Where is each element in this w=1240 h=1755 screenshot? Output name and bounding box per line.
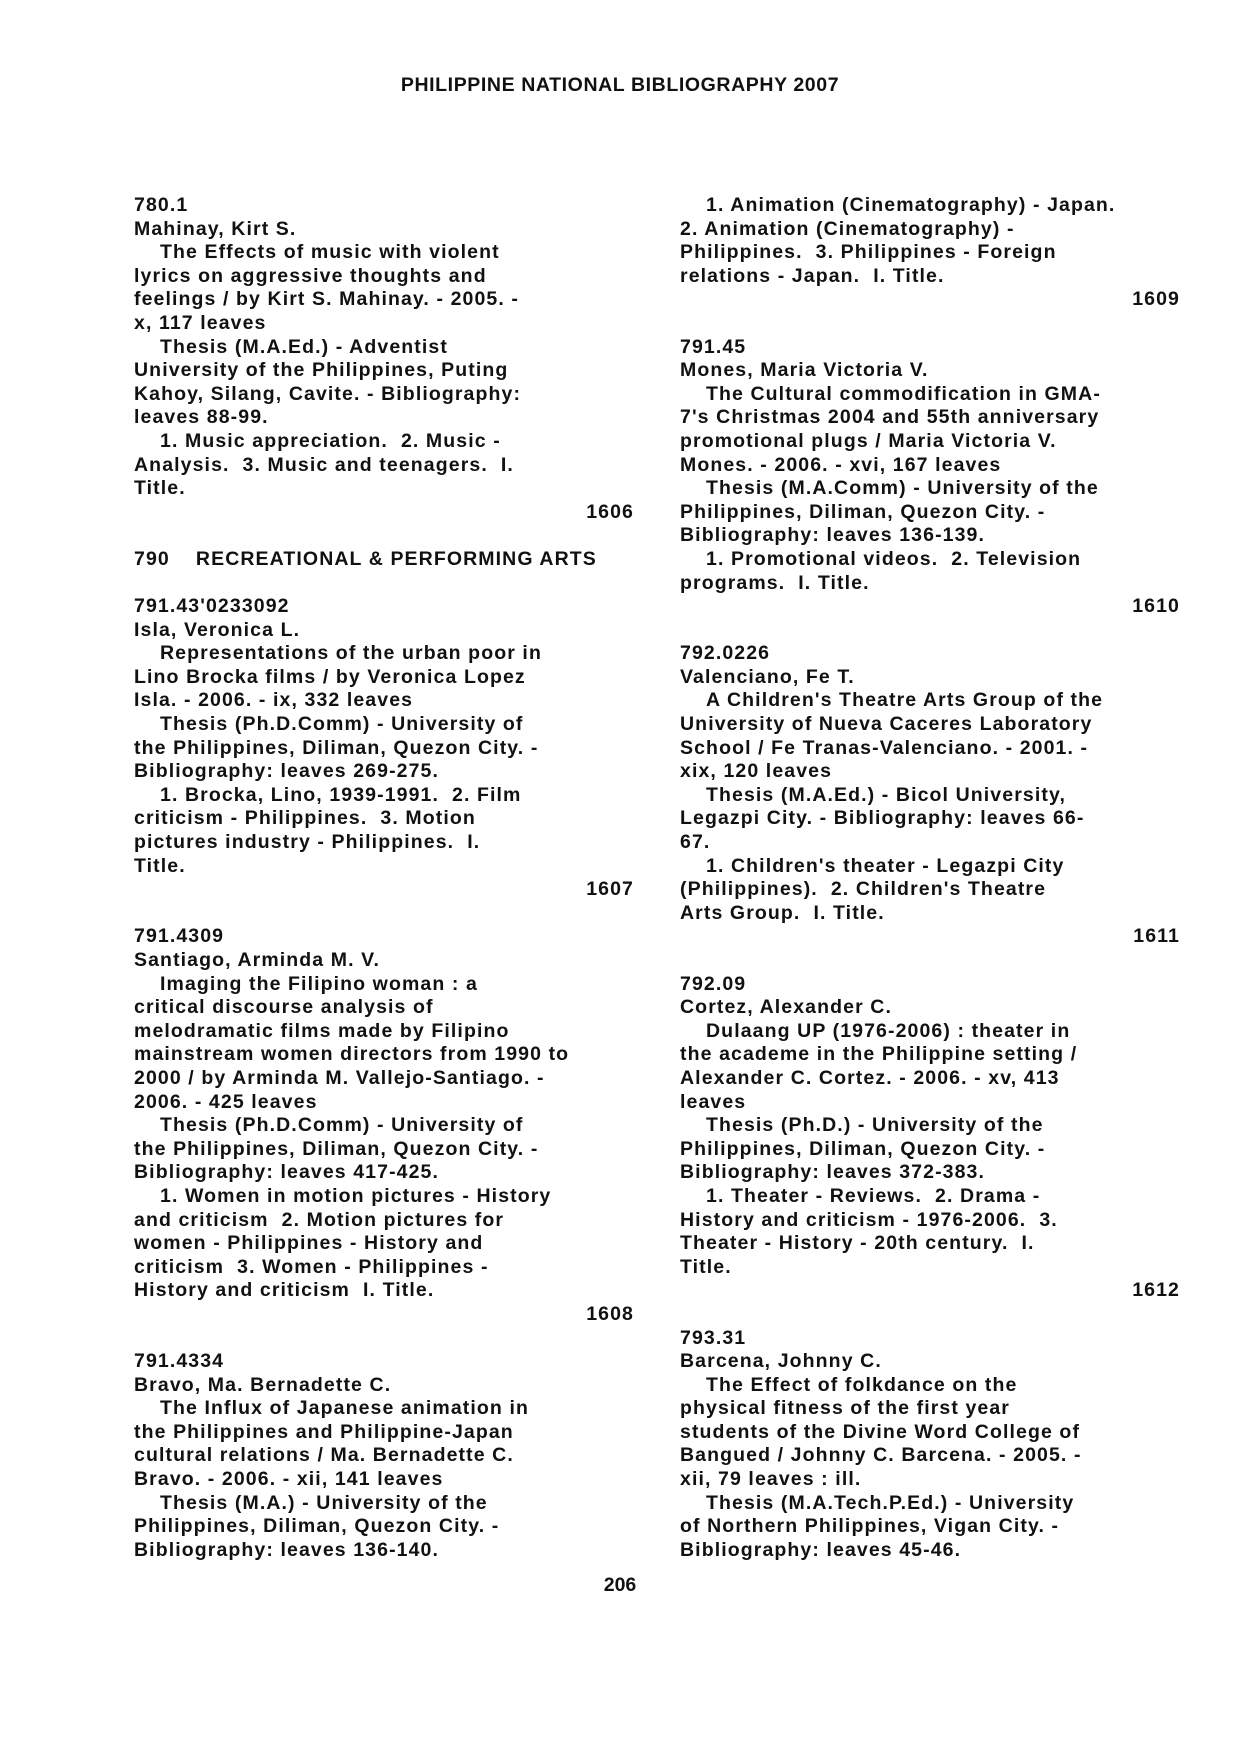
author-name: Mahinay, Kirt S. — [134, 217, 297, 240]
entry-number: 1606 — [586, 500, 634, 523]
bib-entry-1609-continued — [680, 194, 1180, 312]
thesis-note: Philippines, Diliman, Quezon City. - — [680, 1137, 1046, 1160]
subject-headings: 1. Theater - Reviews. 2. Drama - — [706, 1184, 1041, 1207]
subject-headings: (Philippines). 2. Children's Theatre — [680, 878, 1047, 901]
title-line: The Effect of folkdance on the — [706, 1373, 1018, 1396]
subject-headings: pictures industry - Philippines. I. — [134, 831, 481, 854]
subject-headings: women - Philippines - History and — [134, 1232, 484, 1255]
title-line: Lino Brocka films / by Veronica Lopez — [134, 665, 526, 688]
subject-headings: History and criticism - 1976-2006. 3. — [680, 1208, 1058, 1231]
title-line: the academe in the Philippine setting / — [680, 1043, 1078, 1066]
thesis-note: 67. — [680, 831, 711, 854]
entry-number: 1612 — [1132, 1279, 1180, 1302]
title-line: 2000 / by Arminda M. Vallejo-Santiago. - — [134, 1066, 545, 1089]
author-name: Bravo, Ma. Bernadette C. — [134, 1373, 392, 1396]
entry-number: 1611 — [1133, 925, 1180, 948]
thesis-note: Thesis (M.A.Comm) - University of the — [706, 477, 1099, 500]
subject-headings: and criticism 2. Motion pictures for — [134, 1208, 505, 1231]
thesis-note: Bibliography: leaves 372-383. — [680, 1161, 986, 1184]
title-line: xix, 120 leaves — [680, 760, 833, 783]
title-line: mainstream women directors from 1990 to — [134, 1043, 570, 1066]
thesis-note: Thesis (M.A.Ed.) - Bicol University, — [706, 783, 1066, 806]
title-line: xii, 79 leaves : ill. — [680, 1468, 862, 1491]
bib-entry-1610 — [680, 336, 1180, 619]
title-line: leaves — [680, 1090, 747, 1113]
classification-number: 792.0226 — [680, 642, 771, 665]
bib-entry-1613 — [680, 1327, 1180, 1563]
title-line: The Influx of Japanese animation in — [160, 1397, 529, 1420]
thesis-note: Thesis (Ph.D.Comm) - University of — [160, 713, 524, 736]
author-name: Mones, Maria Victoria V. — [680, 359, 929, 382]
subject-headings: Philippines. 3. Philippines - Foreign — [680, 241, 1057, 264]
subject-headings: Title. — [134, 854, 186, 877]
classification-number: 791.4334 — [134, 1350, 225, 1373]
subject-headings: 1. Promotional videos. 2. Television — [706, 547, 1082, 570]
subject-headings: Analysis. 3. Music and teenagers. I. — [134, 453, 514, 476]
thesis-note: Bibliography: leaves 417-425. — [134, 1161, 440, 1184]
entry-number: 1609 — [1132, 288, 1180, 311]
title-line: Imaging the Filipino woman : a — [160, 972, 478, 995]
title-line: melodramatic films made by Filipino — [134, 1019, 510, 1042]
page-number: 206 — [603, 1574, 637, 1596]
thesis-note: University of the Philippines, Puting — [134, 359, 509, 382]
title-line: x, 117 leaves — [134, 311, 267, 334]
classification-number: 793.31 — [680, 1326, 747, 1349]
subject-headings: History and criticism I. Title. — [134, 1279, 435, 1302]
thesis-note: Thesis (Ph.D.Comm) - University of — [160, 1114, 524, 1137]
thesis-note: Thesis (M.A.Tech.P.Ed.) - University — [706, 1491, 1075, 1514]
thesis-note: Philippines, Diliman, Quezon City. - — [680, 500, 1046, 523]
thesis-note: Thesis (M.A.Ed.) - Adventist — [160, 335, 448, 358]
classification-number: 791.45 — [680, 335, 747, 358]
title-line: Representations of the urban poor in — [160, 642, 542, 665]
title-line: 2006. - 425 leaves — [134, 1090, 318, 1113]
subject-headings: programs. I. Title. — [680, 571, 870, 594]
subject-headings: 1. Music appreciation. 2. Music - — [160, 429, 501, 452]
bib-entry-1608 — [134, 925, 634, 1326]
subject-headings: 1. Animation (Cinematography) - Japan. — [706, 194, 1116, 216]
title-line: promotional plugs / Maria Victoria V. — [680, 429, 1057, 452]
title-line: physical fitness of the first year — [680, 1397, 1010, 1420]
thesis-note: Legazpi City. - Bibliography: leaves 66- — [680, 807, 1085, 830]
title-line: School / Fe Tranas-Valenciano. - 2001. - — [680, 736, 1089, 759]
classification-number: 792.09 — [680, 972, 747, 995]
title-line: Isla. - 2006. - ix, 332 leaves — [134, 689, 414, 712]
thesis-note: Bibliography: leaves 136-139. — [680, 524, 986, 547]
section-heading: 790 RECREATIONAL & PERFORMING ARTS — [134, 547, 597, 570]
title-line: University of Nueva Caceres Laboratory — [680, 713, 1093, 736]
author-name: Santiago, Arminda M. V. — [134, 949, 380, 971]
author-name: Barcena, Johnny C. — [680, 1350, 882, 1373]
author-name: Cortez, Alexander C. — [680, 996, 892, 1019]
title-line: The Cultural commodification in GMA- — [706, 382, 1101, 405]
author-name: Valenciano, Fe T. — [680, 665, 855, 688]
title-line: critical discourse analysis of — [134, 996, 434, 1019]
title-line: Bangued / Johnny C. Barcena. - 2005. - — [680, 1444, 1082, 1467]
page-header: PHILIPPINE NATIONAL BIBLIOGRAPHY 2007 — [400, 74, 840, 96]
bib-entry-1612 — [680, 973, 1180, 1303]
subject-headings: 1. Brocka, Lino, 1939-1991. 2. Film — [160, 783, 522, 806]
subject-headings: Theater - History - 20th century. I. — [680, 1232, 1035, 1255]
subject-headings: criticism 3. Women - Philippines - — [134, 1255, 489, 1278]
thesis-note: Bibliography: leaves 136-140. — [134, 1538, 440, 1561]
classification-number: 791.4309 — [134, 925, 225, 948]
thesis-note: Philippines, Diliman, Quezon City. - — [134, 1515, 500, 1538]
title-line: cultural relations / Ma. Bernadette C. — [134, 1444, 514, 1467]
subject-headings: Arts Group. I. Title. — [680, 901, 885, 924]
subject-headings: Title. — [134, 477, 186, 500]
title-line: lyrics on aggressive thoughts and — [134, 264, 487, 287]
title-line: students of the Divine Word College of — [680, 1420, 1081, 1443]
bib-entry-1609 — [134, 1350, 634, 1562]
thesis-note: leaves 88-99. — [134, 406, 269, 429]
bib-entry-1611 — [680, 642, 1180, 949]
classification-number: 780.1 — [134, 194, 189, 216]
title-line: A Children's Theatre Arts Group of the — [706, 689, 1104, 712]
left-column — [134, 194, 634, 1586]
title-line: The Effects of music with violent — [160, 241, 500, 264]
thesis-note: Bibliography: leaves 269-275. — [134, 760, 440, 783]
title-line: 7's Christmas 2004 and 55th anniversary — [680, 406, 1100, 429]
subject-headings: 2. Animation (Cinematography) - — [680, 217, 1015, 240]
entry-number: 1610 — [1132, 595, 1180, 618]
subject-headings: criticism - Philippines. 3. Motion — [134, 807, 476, 830]
author-name: Isla, Veronica L. — [134, 618, 301, 641]
right-column — [680, 194, 1180, 1586]
bib-entry-1607 — [134, 595, 634, 902]
thesis-note: Kahoy, Silang, Cavite. - Bibliography: — [134, 382, 522, 405]
thesis-note: the Philippines, Diliman, Quezon City. - — [134, 736, 539, 759]
title-line: the Philippines and Philippine-Japan — [134, 1420, 514, 1443]
thesis-note: of Northern Philippines, Vigan City. - — [680, 1515, 1060, 1538]
entry-number: 1608 — [586, 1302, 634, 1325]
thesis-note: Thesis (Ph.D.) - University of the — [706, 1114, 1044, 1137]
subject-headings: relations - Japan. I. Title. — [680, 264, 945, 287]
thesis-note: the Philippines, Diliman, Quezon City. - — [134, 1137, 539, 1160]
title-line: feelings / by Kirt S. Mahinay. - 2005. - — [134, 288, 519, 311]
thesis-note: Bibliography: leaves 45-46. — [680, 1538, 962, 1561]
title-line: Bravo. - 2006. - xii, 141 leaves — [134, 1468, 444, 1491]
subject-headings: 1. Women in motion pictures - History — [160, 1184, 552, 1207]
entry-number: 1607 — [586, 878, 634, 901]
subject-headings: 1. Children's theater - Legazpi City — [706, 854, 1065, 877]
thesis-note: Thesis (M.A.) - University of the — [160, 1491, 488, 1514]
bib-entry-1606 — [134, 194, 634, 524]
subject-headings: Title. — [680, 1255, 732, 1278]
title-line: Alexander C. Cortez. - 2006. - xv, 413 — [680, 1066, 1060, 1089]
title-line: Dulaang UP (1976-2006) : theater in — [706, 1019, 1071, 1042]
title-line: Mones. - 2006. - xvi, 167 leaves — [680, 453, 1002, 476]
classification-number: 791.43'0233092 — [134, 595, 290, 618]
